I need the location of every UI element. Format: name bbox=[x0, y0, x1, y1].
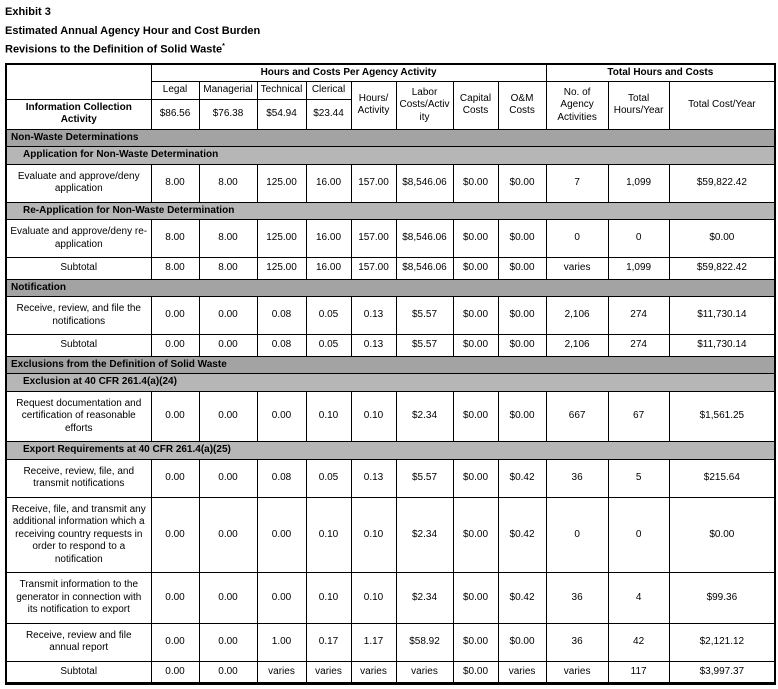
cell-hours: 0.10 bbox=[351, 391, 396, 442]
col-header-capital-costs: Capital Costs bbox=[453, 82, 498, 130]
cell-hours: 0.10 bbox=[351, 497, 396, 573]
cell-total-hours: 0 bbox=[608, 497, 669, 573]
cell-labor-cost: $5.57 bbox=[396, 459, 453, 497]
section-label: Exclusions from the Definition of Solid Waste bbox=[6, 356, 775, 374]
cell-om-cost: $0.00 bbox=[498, 220, 546, 258]
table-row bbox=[6, 220, 775, 258]
cell-labor-cost: $2.34 bbox=[396, 391, 453, 442]
cell-total-cost: $1,561.25 bbox=[669, 391, 775, 442]
table-row bbox=[6, 573, 775, 624]
cell-total-hours: 0 bbox=[608, 220, 669, 258]
cell-managerial: 0.00 bbox=[199, 335, 257, 357]
cell-legal: 0.00 bbox=[151, 623, 199, 661]
cell-managerial: 0.00 bbox=[199, 661, 257, 684]
activity-cell: Request documentation and certification of reasonable efforts bbox=[6, 391, 151, 442]
cell-clerical: 0.17 bbox=[306, 623, 351, 661]
subsection-label: Exclusion at 40 CFR 261.4(a)(24) bbox=[6, 374, 775, 392]
cell-capital-cost: $0.00 bbox=[453, 258, 498, 280]
cell-clerical: 16.00 bbox=[306, 258, 351, 280]
document-title: Estimated Annual Agency Hour and Cost Burden bbox=[5, 24, 261, 37]
cell-legal: 0.00 bbox=[151, 497, 199, 573]
cell-legal: 0.00 bbox=[151, 459, 199, 497]
cell-clerical: 0.10 bbox=[306, 497, 351, 573]
subsection-label: Export Requirements at 40 CFR 261.4(a)(25) bbox=[6, 442, 775, 460]
exhibit-label: Exhibit 3 bbox=[5, 6, 51, 18]
col-header-legal: Legal bbox=[151, 82, 199, 100]
cell-om-cost: $0.00 bbox=[498, 623, 546, 661]
cell-legal: 0.00 bbox=[151, 573, 199, 624]
cell-capital-cost: $0.00 bbox=[453, 297, 498, 335]
cell-activities: 667 bbox=[546, 391, 608, 442]
table-row bbox=[6, 497, 775, 573]
cell-managerial: 8.00 bbox=[199, 164, 257, 202]
cell-legal: 0.00 bbox=[151, 297, 199, 335]
cell-legal: 8.00 bbox=[151, 164, 199, 202]
subtotal-label: Subtotal bbox=[6, 335, 151, 357]
cell-managerial: 0.00 bbox=[199, 573, 257, 624]
cell-legal: 0.00 bbox=[151, 335, 199, 357]
cell-total-cost: $3,997.37 bbox=[669, 661, 775, 684]
document-titles bbox=[5, 6, 774, 57]
cell-om-cost: $0.42 bbox=[498, 459, 546, 497]
section-row-non-waste bbox=[6, 129, 775, 147]
activity-cell: Receive, review, file, and transmit notifications bbox=[6, 459, 151, 497]
cell-om-cost: $0.42 bbox=[498, 497, 546, 573]
subsection-row-export-261-4-a-25 bbox=[6, 442, 775, 460]
table-row bbox=[6, 164, 775, 202]
cell-total-hours: 5 bbox=[608, 459, 669, 497]
subsection-row-exclusion-261-4-a-24 bbox=[6, 374, 775, 392]
table-row bbox=[6, 391, 775, 442]
wage-rate-managerial: $76.38 bbox=[199, 99, 257, 129]
subtotal-label: Subtotal bbox=[6, 661, 151, 684]
cell-technical: 0.00 bbox=[257, 391, 306, 442]
cell-technical: 0.00 bbox=[257, 573, 306, 624]
cell-managerial: 0.00 bbox=[199, 623, 257, 661]
cell-activities: 36 bbox=[546, 573, 608, 624]
cell-hours: 0.13 bbox=[351, 297, 396, 335]
cell-om-cost: $0.00 bbox=[498, 258, 546, 280]
cell-managerial: 0.00 bbox=[199, 297, 257, 335]
cell-capital-cost: $0.00 bbox=[453, 220, 498, 258]
subtotal-row bbox=[6, 661, 775, 684]
cell-labor-cost: $8,546.06 bbox=[396, 164, 453, 202]
subsection-label: Re-Application for Non-Waste Determination bbox=[6, 202, 775, 220]
cell-labor-cost: $2.34 bbox=[396, 573, 453, 624]
cell-clerical: 0.05 bbox=[306, 459, 351, 497]
footnote-marker: * bbox=[222, 43, 225, 51]
cell-total-hours: 67 bbox=[608, 391, 669, 442]
cell-activities: 0 bbox=[546, 220, 608, 258]
cell-clerical: 0.10 bbox=[306, 391, 351, 442]
cell-technical: 125.00 bbox=[257, 220, 306, 258]
cell-clerical: 16.00 bbox=[306, 220, 351, 258]
table-row bbox=[6, 623, 775, 661]
cell-managerial: 0.00 bbox=[199, 459, 257, 497]
cell-hours: 0.10 bbox=[351, 573, 396, 624]
cell-legal: 8.00 bbox=[151, 220, 199, 258]
col-header-managerial: Managerial bbox=[199, 82, 257, 100]
activity-cell: Receive, review and file annual report bbox=[6, 623, 151, 661]
cell-technical: 0.00 bbox=[257, 497, 306, 573]
cell-hours: 157.00 bbox=[351, 258, 396, 280]
cell-capital-cost: $0.00 bbox=[453, 335, 498, 357]
cell-labor-cost: $5.57 bbox=[396, 297, 453, 335]
burden-table bbox=[5, 63, 776, 686]
cell-total-hours: 42 bbox=[608, 623, 669, 661]
cell-total-hours: 1,099 bbox=[608, 164, 669, 202]
cell-capital-cost: $0.00 bbox=[453, 573, 498, 624]
cell-total-cost: $11,730.14 bbox=[669, 335, 775, 357]
cell-labor-cost: $2.34 bbox=[396, 497, 453, 573]
cell-total-cost: $0.00 bbox=[669, 497, 775, 573]
cell-hours: 0.13 bbox=[351, 335, 396, 357]
cell-clerical: 16.00 bbox=[306, 164, 351, 202]
cell-activities: 2,106 bbox=[546, 335, 608, 357]
cell-technical: 1.00 bbox=[257, 623, 306, 661]
cell-technical: 0.08 bbox=[257, 297, 306, 335]
cell-clerical: 0.10 bbox=[306, 573, 351, 624]
cell-total-hours: 1,099 bbox=[608, 258, 669, 280]
cell-capital-cost: $0.00 bbox=[453, 661, 498, 684]
cell-activities: 7 bbox=[546, 164, 608, 202]
activity-cell: Evaluate and approve/deny application bbox=[6, 164, 151, 202]
cell-activities: 36 bbox=[546, 459, 608, 497]
cell-labor-cost: $5.57 bbox=[396, 335, 453, 357]
table-body bbox=[6, 129, 775, 684]
cell-legal: 0.00 bbox=[151, 661, 199, 684]
cell-hours: 157.00 bbox=[351, 220, 396, 258]
activity-cell: Receive, review, and file the notifications bbox=[6, 297, 151, 335]
cell-om-cost: $0.00 bbox=[498, 335, 546, 357]
col-header-clerical: Clerical bbox=[306, 82, 351, 100]
cell-om-cost: $0.00 bbox=[498, 164, 546, 202]
activity-cell: Transmit information to the generator in connection with its notification to export bbox=[6, 573, 151, 624]
group-header-totals: Total Hours and Costs bbox=[546, 64, 775, 82]
cell-labor-cost: $8,546.06 bbox=[396, 258, 453, 280]
cell-total-cost: $215.64 bbox=[669, 459, 775, 497]
cell-technical: varies bbox=[257, 661, 306, 684]
cell-total-cost: $59,822.42 bbox=[669, 258, 775, 280]
cell-labor-cost: $8,546.06 bbox=[396, 220, 453, 258]
col-header-hours-per-activity: Hours/ Activity bbox=[351, 82, 396, 130]
cell-clerical: varies bbox=[306, 661, 351, 684]
col-header-total-hours: Total Hours/Year bbox=[608, 82, 669, 130]
cell-managerial: 0.00 bbox=[199, 391, 257, 442]
cell-total-cost: $0.00 bbox=[669, 220, 775, 258]
cell-managerial: 0.00 bbox=[199, 497, 257, 573]
group-header-row bbox=[6, 64, 775, 82]
col-header-agency-activities: No. of Agency Activities bbox=[546, 82, 608, 130]
section-label: Non-Waste Determinations bbox=[6, 129, 775, 147]
cell-technical: 125.00 bbox=[257, 164, 306, 202]
subtotal-row bbox=[6, 258, 775, 280]
subtitle-text: Revisions to the Definition of Solid Waste bbox=[5, 43, 223, 56]
cell-managerial: 8.00 bbox=[199, 258, 257, 280]
cell-total-cost: $59,822.42 bbox=[669, 164, 775, 202]
cell-total-hours: 117 bbox=[608, 661, 669, 684]
col-header-technical: Technical bbox=[257, 82, 306, 100]
wage-rate-technical: $54.94 bbox=[257, 99, 306, 129]
cell-total-cost: $99.36 bbox=[669, 573, 775, 624]
table-header bbox=[6, 64, 775, 130]
cell-total-hours: 274 bbox=[608, 335, 669, 357]
cell-managerial: 8.00 bbox=[199, 220, 257, 258]
activity-cell: Evaluate and approve/deny re-application bbox=[6, 220, 151, 258]
cell-activities: 2,106 bbox=[546, 297, 608, 335]
cell-om-cost: varies bbox=[498, 661, 546, 684]
corner-cell bbox=[6, 64, 151, 100]
subsection-row-application bbox=[6, 147, 775, 165]
col-header-om-costs: O&M Costs bbox=[498, 82, 546, 130]
activity-cell: Receive, file, and transmit any additional information which a receiving country requests in order to respond to a notification bbox=[6, 497, 151, 573]
cell-technical: 0.08 bbox=[257, 459, 306, 497]
cell-legal: 8.00 bbox=[151, 258, 199, 280]
section-row-exclusions bbox=[6, 356, 775, 374]
cell-capital-cost: $0.00 bbox=[453, 391, 498, 442]
cell-clerical: 0.05 bbox=[306, 297, 351, 335]
col-header-total-cost: Total Cost/Year bbox=[669, 82, 775, 130]
wage-rate-legal: $86.56 bbox=[151, 99, 199, 129]
subtotal-row bbox=[6, 335, 775, 357]
cell-total-hours: 274 bbox=[608, 297, 669, 335]
cell-om-cost: $0.00 bbox=[498, 297, 546, 335]
subtotal-label: Subtotal bbox=[6, 258, 151, 280]
document-subtitle bbox=[5, 43, 774, 56]
subsection-row-reapplication bbox=[6, 202, 775, 220]
cell-activities: varies bbox=[546, 661, 608, 684]
cell-om-cost: $0.42 bbox=[498, 573, 546, 624]
cell-clerical: 0.05 bbox=[306, 335, 351, 357]
cell-total-cost: $11,730.14 bbox=[669, 297, 775, 335]
cell-activities: 0 bbox=[546, 497, 608, 573]
cell-activities: 36 bbox=[546, 623, 608, 661]
col-header-labor-costs: Labor Costs/Activity bbox=[396, 82, 453, 130]
cell-hours: 1.17 bbox=[351, 623, 396, 661]
cell-hours: varies bbox=[351, 661, 396, 684]
subsection-label: Application for Non-Waste Determination bbox=[6, 147, 775, 165]
section-label: Notification bbox=[6, 279, 775, 297]
col-header-activity: Information Collection Activity bbox=[6, 99, 151, 129]
cell-capital-cost: $0.00 bbox=[453, 164, 498, 202]
cell-total-cost: $2,121.12 bbox=[669, 623, 775, 661]
table-row bbox=[6, 459, 775, 497]
cell-capital-cost: $0.00 bbox=[453, 623, 498, 661]
section-row-notification bbox=[6, 279, 775, 297]
cell-technical: 125.00 bbox=[257, 258, 306, 280]
cell-labor-cost: varies bbox=[396, 661, 453, 684]
cell-activities: varies bbox=[546, 258, 608, 280]
table-row bbox=[6, 297, 775, 335]
wage-rate-clerical: $23.44 bbox=[306, 99, 351, 129]
cell-total-hours: 4 bbox=[608, 573, 669, 624]
cell-labor-cost: $58.92 bbox=[396, 623, 453, 661]
cell-technical: 0.08 bbox=[257, 335, 306, 357]
cell-legal: 0.00 bbox=[151, 391, 199, 442]
cell-hours: 0.13 bbox=[351, 459, 396, 497]
group-header-per-activity: Hours and Costs Per Agency Activity bbox=[151, 64, 546, 82]
cell-capital-cost: $0.00 bbox=[453, 497, 498, 573]
cell-om-cost: $0.00 bbox=[498, 391, 546, 442]
cell-hours: 157.00 bbox=[351, 164, 396, 202]
cell-capital-cost: $0.00 bbox=[453, 459, 498, 497]
